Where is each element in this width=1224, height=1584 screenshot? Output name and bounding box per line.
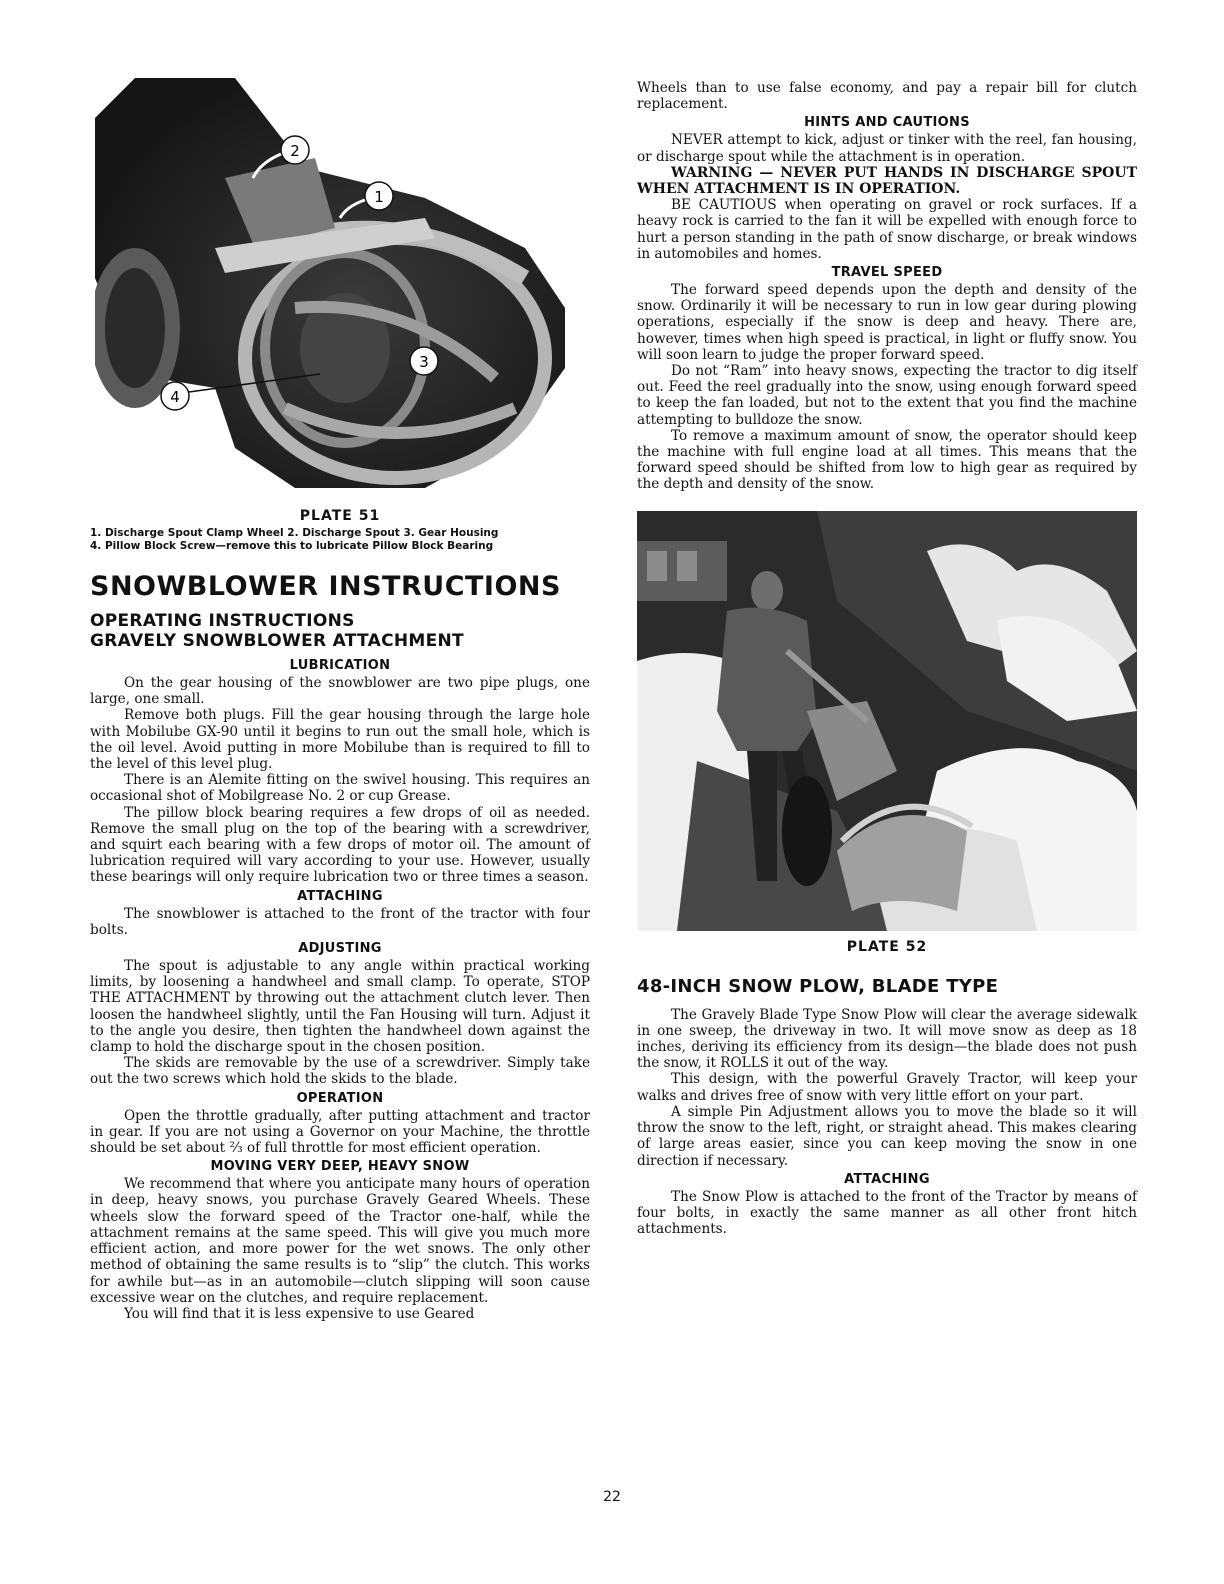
deep-snow-paragraph-2: You will find that it is less expensive to use Geared: [124, 1305, 475, 1322]
plate-52-title: PLATE 52: [846, 938, 928, 955]
callout-2: 2: [290, 142, 300, 160]
travel-paragraph-3: To remove a maximum amount of snow, the operator should keep the machine with full engine load at all times. This means that the forward speed should be shifted from low to high gear as required by the depth and density of the snow.: [637, 427, 1137, 493]
snow-plow-heading: 48-INCH SNOW PLOW, BLADE TYPE: [637, 975, 999, 997]
callout-1: 1: [374, 188, 384, 206]
attaching-heading: ATTACHING: [297, 888, 383, 904]
operation-paragraph: Open the throttle gradually, after putting attachment and tractor in gear. If you are not using a Governor on your Machine, the throttle should be set about ⅔ of full throttle for most efficient operation.: [90, 1107, 590, 1157]
adjusting-paragraph-1: The spout is adjustable to any angle within practical working limits, by loosening a handwheel and small clamp. To operate, STOP THE ATTACHMENT by throwing out the attachment clutch lever. Then loosen the handwheel slightly, until the Fan Housing will turn. Adjust it to the angle you desire, then tighten the handwheel down against the clamp to hold the discharge spout in the chosen position.: [90, 958, 590, 1056]
deep-snow-heading: MOVING VERY DEEP, HEAVY SNOW: [210, 1159, 470, 1175]
hints-heading: HINTS AND CAUTIONS: [804, 115, 970, 131]
page-number: 22: [603, 1489, 621, 1505]
adjusting-paragraph-2: The skids are removable by the use of a screwdriver. Simply take out the two screws which hold the skids to the blade.: [90, 1055, 590, 1088]
main-title: SNOWBLOWER INSTRUCTIONS: [90, 571, 561, 602]
left-column: [90, 78, 590, 1322]
plate-51-caption-line1: 1. Discharge Spout Clamp Wheel 2. Discharge Spout 3. Gear Housing: [90, 527, 499, 539]
plow-paragraph-2: This design, with the powerful Gravely Tractor, will keep your walks and drives free of snow with very little effort on your part.: [637, 1071, 1137, 1104]
lubrication-paragraph-4: The pillow block bearing requires a few drops of oil as needed. Remove the small plug on the top of the bearing with a screwdriver, and squirt each bearing with a few drops of motor oil. The amount of lubrication required will vary according to your use. However, usually these bearings will only require lubrication two or three times a season.: [90, 804, 590, 886]
plate-51-photo: [95, 78, 575, 498]
plow-attaching-paragraph: The Snow Plow is attached to the front of the Tractor by means of four bolts, in exactly the same manner as all other front hitch attachments.: [637, 1188, 1137, 1238]
travel-speed-heading: TRAVEL SPEED: [831, 265, 943, 281]
lubrication-paragraph-3: There is an Alemite fitting on the swivel housing. This requires an occasional shot of Mobilgrease No. 2 or cup Grease.: [90, 772, 590, 805]
deep-snow-paragraph-1: We recommend that where you anticipate many hours of operation in deep, heavy snows, you purchase Gravely Geared Wheels. These wheels slow the forward speed of the Tractor one-half, while the attachment remains at the same speed. This will give you much more efficient action, and more power for the wet snows. The only other method of obtaining the same results is to “slip” the clutch. This works for awhile but—as in an automobile—clutch slipping will soon cause excessive wear on the clutches, and require replacement.: [90, 1176, 590, 1306]
lubrication-paragraph-1: On the gear housing of the snowblower are two pipe plugs, one large, one small.: [90, 675, 590, 708]
lubrication-heading: LUBRICATION: [289, 658, 391, 673]
operating-instructions-heading: OPERATING INSTRUCTIONS: [90, 611, 355, 631]
plow-paragraph-1: The Gravely Blade Type Snow Plow will clear the average sidewalk in one sweep, the driveway in two. It will move snow as deep as 18 inches, deriving its efficiency from its design—the blade does not push the snow, it ROLLS it out of the way.: [637, 1006, 1137, 1072]
hints-paragraph-2: BE CAUTIOUS when operating on gravel or rock surfaces. If a heavy rock is carried to the fan it will be expelled with enough force to hurt a person standing in the path of snow discharge, or break windows in automobiles and homes.: [637, 197, 1137, 262]
right-column: [637, 80, 1137, 1237]
gravely-attachment-heading: GRAVELY SNOWBLOWER ATTACHMENT: [90, 631, 464, 651]
adjusting-heading: ADJUSTING: [298, 941, 382, 957]
lubrication-paragraph-2: Remove both plugs. Fill the gear housing through the large hole with Mobilube GX-90 until it begins to run out the small hole, which is the oil level. Avoid putting in more Mobilube than is required to fill to the level of this level plug.: [90, 707, 590, 773]
callout-4: 4: [170, 388, 180, 406]
travel-paragraph-2: Do not “Ram” into heavy snows, expecting the tractor to dig itself out. Feed the reel gradually into the snow, using enough forward speed to keep the fan loaded, but not to the extent that you find the machine attempting to bulldoze the snow.: [637, 363, 1137, 428]
attaching-paragraph: The snowblower is attached to the front of the tractor with four bolts.: [90, 905, 590, 938]
operation-heading: OPERATION: [296, 1090, 384, 1106]
callout-3: 3: [419, 353, 429, 371]
plate-51-title: PLATE 51: [299, 508, 381, 524]
plate-51-caption-line2: 4. Pillow Block Screw—remove this to lubricate Pillow Block Bearing: [90, 540, 494, 552]
warning-text: WARNING — NEVER PUT HANDS IN DISCHARGE SPOUT WHEN ATTACHMENT IS IN OPERATION.: [637, 164, 1137, 198]
continued-paragraph: Wheels than to use false economy, and pay a repair bill for clutch replacement.: [637, 80, 1137, 113]
plow-attaching-heading: ATTACHING: [844, 1171, 930, 1187]
hints-paragraph-1: NEVER attempt to kick, adjust or tinker with the reel, fan housing, or discharge spout while the attachment is in operation.: [637, 132, 1137, 165]
plow-paragraph-3: A simple Pin Adjustment allows you to move the blade so it will throw the snow to the left, right, or straight ahead. This makes clearing of large areas easier, since you can keep moving the snow in one direction if necessary.: [637, 1103, 1137, 1169]
plate-52-photo: [637, 511, 1137, 931]
travel-paragraph-1: The forward speed depends upon the depth and density of the snow. Ordinarily it will be necessary to run in low gear during plowing operations, especially if the snow is deep and heavy. There are, however, times when high speed is practical, in light or fluffy snow. You will soon learn to judge the proper forward speed.: [637, 282, 1137, 363]
